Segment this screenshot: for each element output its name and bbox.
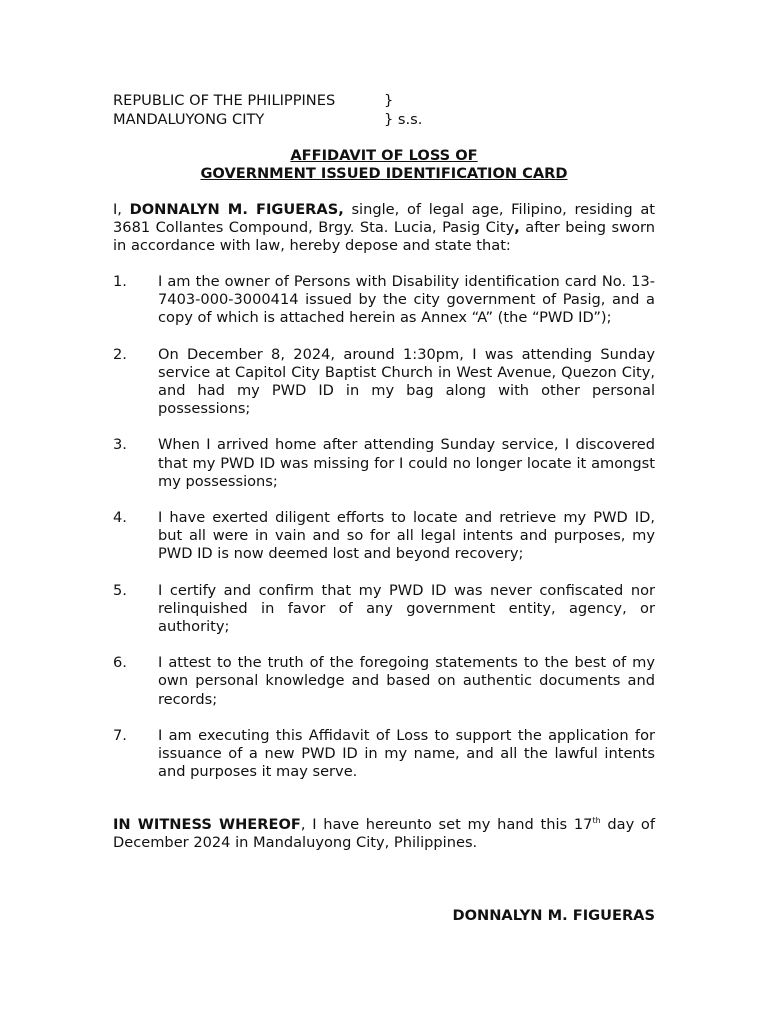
statement-number: 6. xyxy=(113,654,127,672)
statement-item xyxy=(113,509,655,564)
statement-list xyxy=(113,273,655,799)
intro-paragraph xyxy=(113,201,655,256)
venue-header xyxy=(113,92,533,129)
statement-item xyxy=(113,727,655,782)
venue-line-republic xyxy=(113,92,533,111)
title-line-2: GOVERNMENT ISSUED IDENTIFICATION CARD xyxy=(200,165,568,182)
intro-prefix: I, xyxy=(113,201,130,218)
statement-item xyxy=(113,654,655,709)
statement-text: I certify and confirm that my PWD ID was never confiscated nor relinquished in favor of any government entity, agency, or authority; xyxy=(158,581,655,636)
statement-number: 4. xyxy=(113,509,127,527)
statement-text: I am the owner of Persons with Disability identification card No. 13-7403-000-3000414 issued by the city government of Pasig, and a copy of which is attached herein as Annex “A” (the “PWD ID”); xyxy=(158,273,655,327)
statement-item xyxy=(113,273,655,328)
venue-brace: } xyxy=(384,92,394,109)
witness-text-1: , I have hereunto set my hand this 17 xyxy=(300,816,593,833)
venue-republic: REPUBLIC OF THE PHILIPPINES xyxy=(113,92,336,109)
witness-heading: IN WITNESS WHEREOF xyxy=(113,816,301,833)
intro-comma: , xyxy=(514,219,520,237)
intro-text-2: after being sworn in accordance with law, hereby depose and state that: xyxy=(113,219,655,255)
statement-text: I have exerted diligent efforts to locate and retrieve my PWD ID, but all were in vain and so for all legal intents and purposes, my PWD ID is now deemed lost and beyond recovery; xyxy=(158,509,655,563)
statement-item xyxy=(113,346,655,419)
statement-number: 1. xyxy=(113,273,127,290)
witness-ordinal-suffix: th xyxy=(592,816,601,825)
statement-item xyxy=(113,436,655,491)
affiant-name: DONNALYN M. FIGUERAS, xyxy=(129,201,344,218)
statement-text: When I arrived home after attending Sunday service, I discovered that my PWD ID was missing for I could no longer locate it amongst my possessions; xyxy=(158,436,655,490)
statement-number: 2. xyxy=(113,345,127,363)
witness-paragraph xyxy=(113,816,655,852)
statement-number: 5. xyxy=(113,581,127,599)
intro-text-1: single, of legal age, Filipino, residing at 3681 Collantes Compound, Brgy. Sta. Lucia, Pasig City xyxy=(113,201,655,237)
statement-text: I am executing this Affidavit of Loss to support the application for issuance of a new PWD ID in my name, and all the lawful intents and purposes it may serve. xyxy=(158,726,655,781)
signature-name: DONNALYN M. FIGUERAS xyxy=(452,907,655,924)
statement-text: On December 8, 2024, around 1:30pm, I was attending Sunday service at Capitol City Baptist Church in West Avenue, Quezon City, and had my PWD ID in my bag along with other personal possessions; xyxy=(158,345,655,418)
title-line-1: AFFIDAVIT OF LOSS OF xyxy=(290,147,478,164)
venue-line-city xyxy=(113,111,533,130)
statement-number: 7. xyxy=(113,726,127,744)
statement-text: I attest to the truth of the foregoing statements to the best of my own personal knowledge and based on authentic documents and records; xyxy=(158,654,655,708)
statement-item xyxy=(113,582,655,637)
statement-number: 3. xyxy=(113,436,127,454)
document-title xyxy=(113,147,655,183)
venue-ss: } s.s. xyxy=(384,110,423,128)
venue-city: MANDALUYONG CITY xyxy=(113,110,265,128)
witness-text-2: day of December 2024 in Mandaluyong City, Philippines. xyxy=(113,816,655,852)
